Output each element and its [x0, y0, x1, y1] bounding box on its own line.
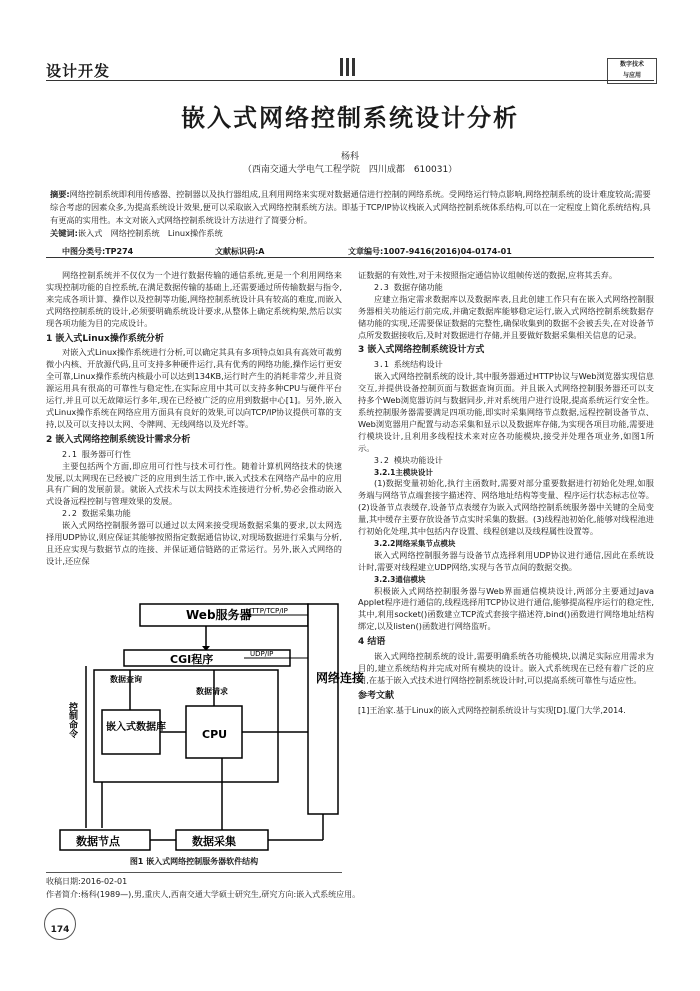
- body-left-column: [46, 270, 342, 568]
- keywords-label: 关键词:: [50, 228, 78, 238]
- network-box: [308, 604, 338, 814]
- author-bio: 作者简介:杨科(1989—),男,重庆人,西南交通大学硕士研究生,研究方向:嵌入式系统应用。: [46, 890, 361, 899]
- data-node-label: 数据节点: [76, 835, 120, 848]
- embedded-db-label: 嵌入式数据库: [106, 722, 166, 733]
- figure-caption: 图1 嵌入式网络控制服务器软件结构: [129, 857, 259, 866]
- logo-line-1: 数字技术: [619, 61, 644, 68]
- intro-paragraph: 网络控制系统并不仅仅为一个进行数据传输的通信系统,更是一个利用网络来实现控制功能的自控系统,在满足数据传输的基础上,还需要通过所传输数据与指令,来完成各项计算、操作以及控制等功能,网络控制系统设计具有较高的难度,而嵌入式网络控制系统的设计,必须要明确系统设计要求,从整体上确定系统构架,然后以实现各项功能为目的完成设计。: [46, 270, 342, 328]
- reference-item: [1]王治家.基于Linux的嵌入式网络控制系统设计与实现[D].厦门大学,2014.: [358, 705, 626, 715]
- http-label: HTTP/TCP/IP: [246, 607, 288, 615]
- subsubsection-heading: 3.2.2网络采集节点模块: [374, 538, 456, 548]
- abstract-label: 摘要:: [50, 189, 70, 199]
- data-request-label: 数据请求: [196, 687, 228, 696]
- references-heading: 参考文献: [358, 690, 395, 701]
- meta-divider: [46, 257, 654, 258]
- paragraph: 对嵌入式Linux操作系统进行分析,可以确定其具有多项特点如具有高效可裁剪微小内核、开放源代码,且可支持多种硬件运行,具有优秀的网络功能,操作运行更安全可靠,Linux操作系统内核最小可以达到134KB,运行时产生的消耗非常少,并且资源运用具有很高的可靠性与稳定性,在实际应用中其可以支持多种CPU与硬件平台运行,并且可以无故障运行多年,现在已经被广泛的应用到数据中心[1]。另外,嵌入式Linux操作系统在网络应用方面具有良好的效果,可以向TCP/IP协议提供可靠的支持,以及可以支持以太网、令牌网、无线网络以及光纤等。: [46, 347, 342, 429]
- received-date: 收稿日期:2016-02-01: [46, 877, 128, 886]
- subsection-heading: 3.1 系统结构设计: [374, 359, 443, 370]
- subsubsection-heading: 3.2.1主模块设计: [374, 467, 433, 477]
- abstract-block: [50, 188, 654, 240]
- footnote-divider: [46, 872, 342, 873]
- clc-number: 中图分类号:TP274: [62, 247, 134, 256]
- author-name: 杨科: [340, 152, 359, 162]
- figure-1: [46, 602, 365, 864]
- paragraph: 嵌入式网络控制服务器可以通过以太网来接受现场数据采集的要求,以太网选择用UDP协议,则应保证其能够按照指定数据通信协议,对现场数据进行采集与分析,且还应实现与数据节点的连接、并保证通信链路的正常运行。另外,嵌入式网络的设计,还应保: [46, 520, 342, 566]
- keywords: 嵌入式 网络控制系统 Linux操作系统: [77, 228, 223, 238]
- document-code: 文献标识码:A: [215, 247, 265, 256]
- data-query-label: 数据查询: [110, 675, 142, 684]
- paragraph: (1)数据变量初始化,执行主函数时,需要对部分重要数据进行初始化处理,如服务端与网络节点端套接字描述符、网络地址结构等变量、程序运行状态标志位等。(2)设备节点表缓存,设备节点表缓存为嵌入式网络控制系统服务器中关键的全局变量,其中缓存主要存放设备节点实时采集的数据。(3)线程池初始化,能够对线程池进行初始化处理,其中包括内存设置、线程创建以及线程属性设置等。: [358, 478, 654, 537]
- paragraph: 嵌入式网络控制服务器与设备节点选择利用UDP协议进行通信,因此在系统设计时,需要对线程建立UDP网络,实现与各节点间的数据交换。: [358, 549, 654, 572]
- header-divider: [46, 80, 654, 81]
- subsection-heading: 3.2 模块功能设计: [374, 454, 443, 465]
- section-heading: 2 嵌入式网络控制系统设计需求分析: [46, 434, 191, 445]
- article-title: 嵌入式网络控制系统设计分析: [181, 103, 519, 132]
- page-number: 174: [44, 908, 76, 940]
- paragraph: 积极嵌入式网络控制服务器与Web界面通信模块设计,两部分主要通过Java Applet程序进行通信的,线程选择用TCP协议进行通信,能够提高程序运行的稳定性,其中,利用socket()函数建立TCP流式套接字描述符,bind()函数进行网络地址结构绑定,以及listen()函数进行网络监听。: [358, 585, 654, 632]
- subsection-heading: 2.1 服务器可行性: [62, 448, 131, 459]
- cgi-label: CGI程序: [170, 653, 214, 666]
- section-heading: 1 嵌入式Linux操作系统分析: [46, 333, 164, 344]
- data-collect-label: 数据采集: [192, 835, 236, 848]
- section-heading: 3 嵌入式网络控制系统设计方式: [358, 345, 485, 356]
- paragraph: 应建立指定需求数据库以及数据库表,且此创建工作只有在嵌入式网络控制服务器相关功能运行前完成,并确定数据库能够稳定运行,嵌入式网络控制系统数据存储功能的实现,还需要保证数据的完整性,确保收集到的数据不会被丢失,在对设备节点所发数据接收后,及时对数据进行存储,并且要做好数据采集相关信息的记录。: [358, 293, 654, 340]
- subsubsection-heading: 3.2.3通信模块: [374, 574, 426, 584]
- paragraph: 证数据的有效性,对于未按照指定通信协议组帧传送的数据,应将其丢弃。: [358, 270, 618, 280]
- section-heading: 4 结语: [358, 637, 386, 648]
- author-affiliation: （西南交通大学电气工程学院 四川成都 610031）: [242, 165, 458, 175]
- network-label: 网络连接: [316, 671, 365, 685]
- udp-label: UDP/IP: [250, 650, 274, 658]
- body-right-column: [358, 270, 654, 717]
- header-decoration: [340, 58, 358, 80]
- article-number: 文章编号:1007-9416(2016)04-0174-01: [348, 247, 512, 256]
- section-tag: 设计开发: [46, 62, 111, 80]
- paragraph: 嵌入式网络控制系统的设计,需要明确系统各功能模块,以满足实际应用需求为目的,建立系统结构并完成对所有模块的设计。嵌入式系统现在已经有着广泛的应用,在基于嵌入式技术进行网络控制系统设计时,可以提高系统可靠性与适应性。: [358, 651, 654, 685]
- cpu-label: CPU: [202, 728, 228, 741]
- paragraph: 主要包括两个方面,即应用可行性与技术可行性。随着计算机网络技术的快速发展,以太网现在已经被广泛的应用到生活工作中,嵌入式技术在网络产品中的应用具有广阔的发展前景。就嵌入式技术与以太网技术连接进行分析,势必会推动嵌入式设备远程控制与管理效果的发展。: [46, 460, 342, 507]
- logo-line-2: 与应用: [622, 72, 641, 79]
- abstract-text: 网络控制系统即利用传感器、控制器以及执行器组成,且利用网络来实现对数据通信进行控制的网络系统。受网络运行特点影响,网络控制系统的设计难度较高;需要综合考虑的因素众多,为提高系统设计效果,便可以采取嵌入式网络控制系统方法。即基于TCP/IP协议栈嵌入式网络控制系统体系结构,可以在一定程度上简化系统结构,具有更高的实用性。本文对嵌入式网络控制系统设计方法进行了简要分析。: [50, 189, 651, 225]
- subsection-heading: 2.3 数据存储功能: [374, 281, 443, 292]
- subsection-heading: 2.2 数据采集功能: [62, 508, 131, 519]
- paragraph: 嵌入式网络控制系统的设计,其中服务器通过HTTP协议与Web浏览器实现信息交互,并提供设备控制页面与数据查询页面。并且嵌入式网络控制服务器还可以支持多个Web浏览器访问与数据同步,并对系统用户进行设限,提高系统运行安全性。系统控制服务器需要满足四项功能,即实时采集网络节点数据,远程控制设备节点、Web浏览器用户配置与动态采集和显示以及数据库存储,为实现各项目功能,需要进行模块设计,且利用多线程技术来对应各功能模块,接受并处理各项业务,如图1所示。: [358, 371, 654, 453]
- web-server-label: Web服务器: [186, 608, 252, 622]
- control-cmd-label: 控制命令: [67, 702, 77, 738]
